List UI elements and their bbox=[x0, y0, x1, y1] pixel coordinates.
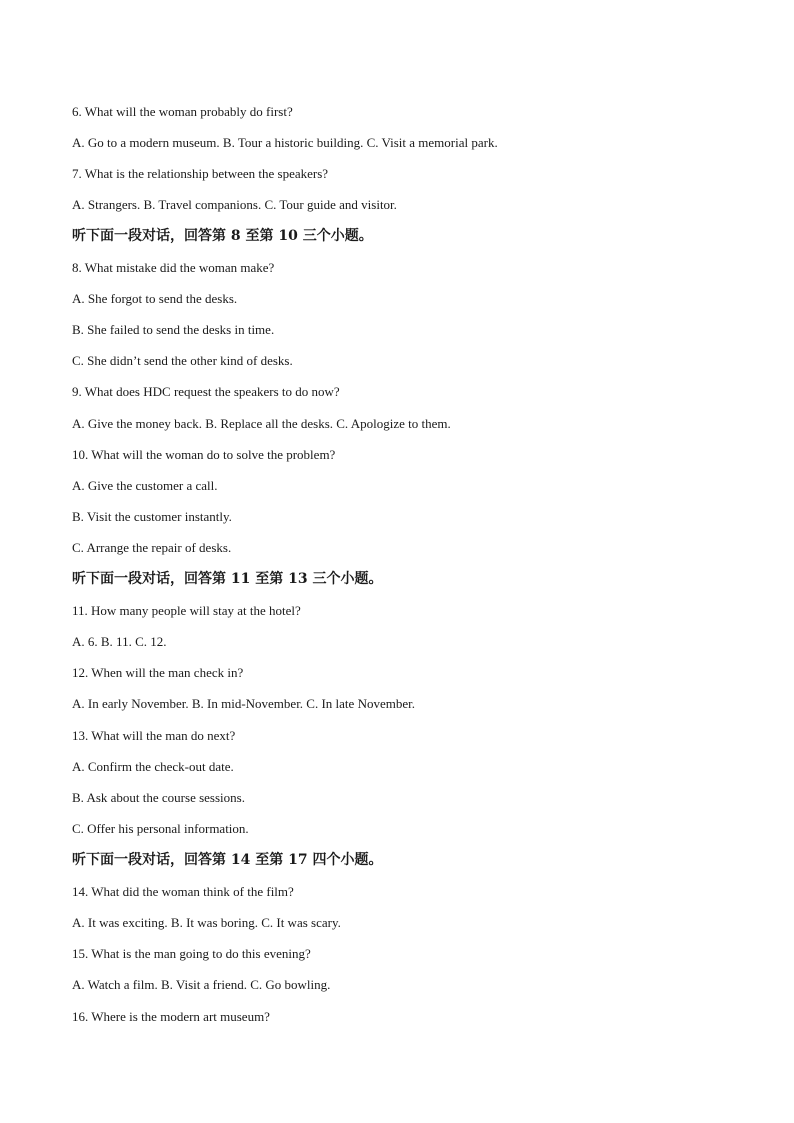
question-8-option-a: A. She forgot to send the desks. bbox=[72, 291, 238, 306]
question-6-options: A. Go to a modern museum. B. Tour a historic building. C. Visit a memorial park. bbox=[72, 135, 498, 150]
question-8: 8. What mistake did the woman make? bbox=[72, 260, 275, 275]
question-15: 15. What is the man going to do this evening? bbox=[72, 946, 311, 961]
question-7-options: A. Strangers. B. Travel companions. C. Tour guide and visitor. bbox=[72, 197, 397, 212]
question-11-options: A. 6. B. 11. C. 12. bbox=[72, 634, 167, 649]
question-14-options: A. It was exciting. B. It was boring. C. It was scary. bbox=[72, 915, 341, 930]
question-11: 11. How many people will stay at the hotel? bbox=[72, 603, 301, 618]
question-13-option-b: B. Ask about the course sessions. bbox=[72, 790, 245, 805]
question-8-option-b: B. She failed to send the desks in time. bbox=[72, 322, 275, 337]
section-heading-14-17: 听下面一段对话，回答第 14 至第 17 四个小题。 bbox=[72, 852, 383, 868]
question-16: 16. Where is the modern art museum? bbox=[72, 1009, 270, 1024]
question-14: 14. What did the woman think of the film? bbox=[72, 884, 294, 899]
question-10-option-b: B. Visit the customer instantly. bbox=[72, 509, 232, 524]
question-10: 10. What will the woman do to solve the problem? bbox=[72, 447, 336, 462]
question-13-option-c: C. Offer his personal information. bbox=[72, 821, 249, 836]
question-6: 6. What will the woman probably do first? bbox=[72, 104, 293, 119]
question-10-option-a: A. Give the customer a call. bbox=[72, 478, 218, 493]
question-8-option-c: C. She didn’t send the other kind of desks. bbox=[72, 353, 293, 368]
question-9: 9. What does HDC request the speakers to do now? bbox=[72, 384, 340, 399]
question-12-options: A. In early November. B. In mid-November. C. In late November. bbox=[72, 696, 415, 711]
question-12: 12. When will the man check in? bbox=[72, 665, 244, 680]
question-9-options: A. Give the money back. B. Replace all the desks. C. Apologize to them. bbox=[72, 416, 451, 431]
question-13-option-a: A. Confirm the check-out date. bbox=[72, 759, 234, 774]
question-15-options: A. Watch a film. B. Visit a friend. C. Go bowling. bbox=[72, 977, 331, 992]
question-7: 7. What is the relationship between the speakers? bbox=[72, 166, 329, 181]
section-heading-11-13: 听下面一段对话，回答第 11 至第 13 三个小题。 bbox=[72, 571, 383, 587]
question-13: 13. What will the man do next? bbox=[72, 728, 236, 743]
section-heading-8-10: 听下面一段对话，回答第 8 至第 10 三个小题。 bbox=[72, 228, 373, 244]
question-10-option-c: C. Arrange the repair of desks. bbox=[72, 540, 232, 555]
